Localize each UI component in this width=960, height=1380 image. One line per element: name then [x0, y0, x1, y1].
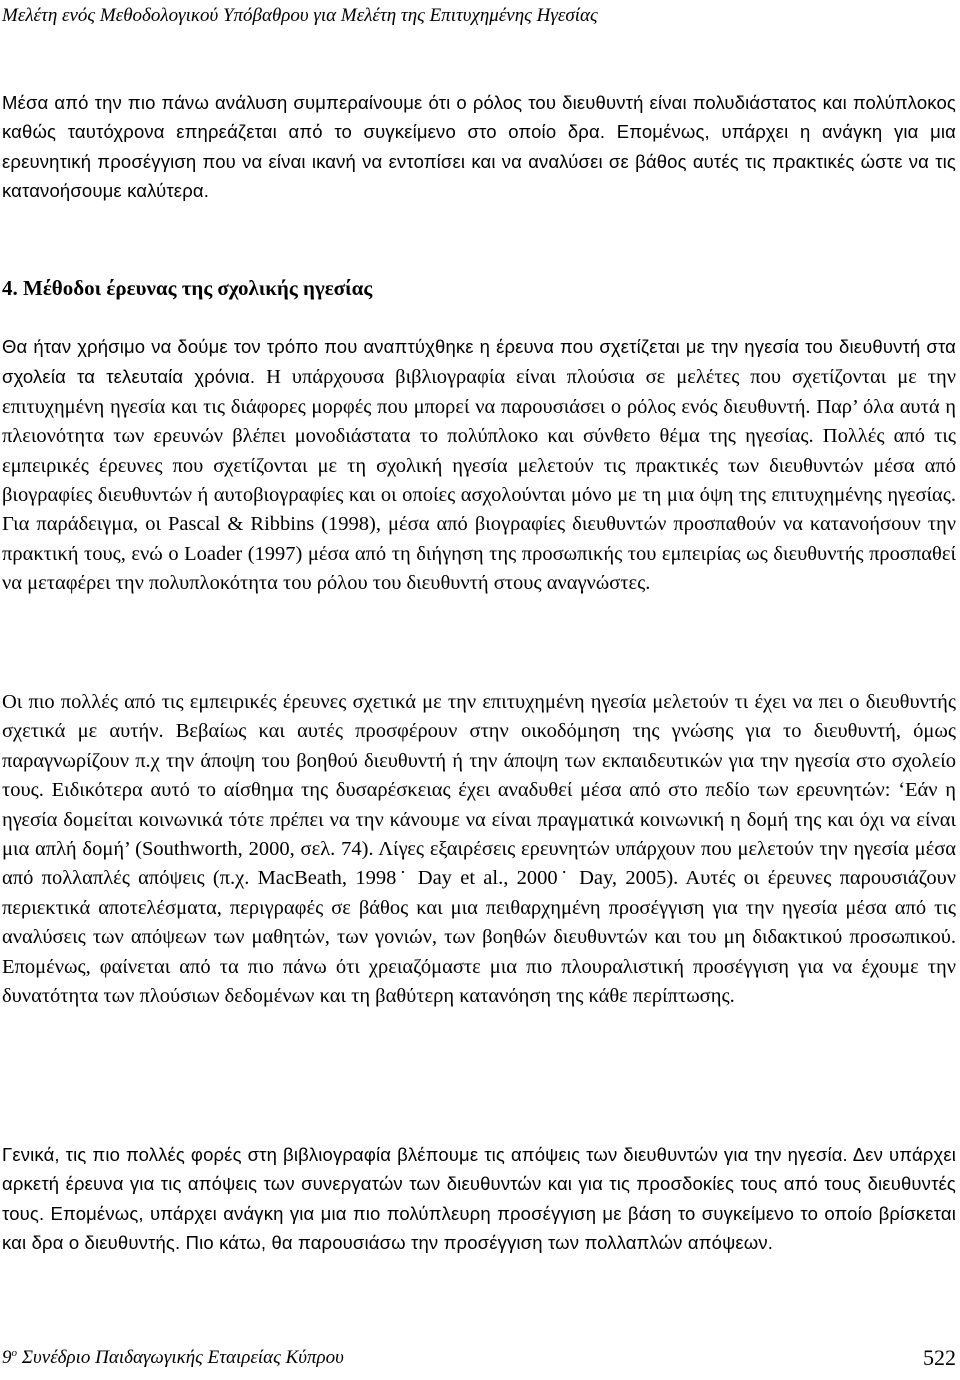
paragraph-general-views: Γενικά, τις πιο πολλές φορές στη βιβλιογραφία βλέπουμε τις απόψεις των διευθυντών για την ηγεσία. Δεν υπάρχει αρκετή έρευνα για τις απόψεις των συνεργατών των διευθυντών και για τις προσδοκίες τους από τους διευθυντές τους. Επομένως, υπάρχει ανάγκη για μια πιο πολύπλευρη προσέγγιση με βάση το συγκείμενο το οποίο βρίσκεται και δρα ο διευθυντής. Πιο κάτω, θα παρουσιάσω την προσέγγιση των πολλαπλών απόψεων. — [2, 1144, 956, 1254]
conference-number: 9 — [2, 1347, 12, 1368]
conference-name: Συνέδριο Παιδαγωγικής Εταιρείας Κύπρου — [17, 1347, 344, 1368]
page-number: 522 — [923, 1345, 956, 1370]
paragraph-empirical-research: Οι πιο πολλές από τις εμπειρικές έρευνες σχετικά με την επιτυχημένη ηγεσία μελετούν τι έχει να πει ο διευθυντής σχετικά με αυτήν. Βεβαίως και αυτές προσφέρουν στην οικοδόμηση της γνώσης για το διευθυντή, όμως παραγνωρίζουν π.χ την άποψη του βοηθού διευθυντή ή την άποψη των εκπαιδευτικών για την ηγεσία στο σχολείο τους. Ειδικότερα αυτό το αίσθημα της δυσαρέσκειας έχει αναδυθεί μέσα από στο πεδίο των ερευνητών: ‘Εάν η ηγεσία δομείται κοινωνικά τότε πρέπει να την κάνουμε να είναι πραγματικά κοινωνική η δομή της και όχι να είναι μια απλή δομή’ (Southworth, 2000, σελ. 74). Λίγες εξαιρέσεις ερευνητών υπάρχουν που μελετούν την ηγεσία μέσα από πολλαπλές απόψεις (π.χ. MacBeath, 1998˙ Day et al., 2000˙ Day, 2005). Αυτές οι έρευνες παρουσιάζουν περιεκτικά αποτελέσματα, περιγραφές σε βάθος και μια πειθαρχημένη προσέγγιση για την ηγεσία μέσα από τις αναλύσεις των απόψεων των μαθητών, των γονιών, των βοηθών διευθυντών και του μη διδακτικού προσωπικού. Επομένως, φαίνεται από τα πιο πάνω ότι χρειαζόμαστε μια πιο πλουραλιστική προσέγγιση για να έχουμε την δυνατότητα των πλούσιων δεδομένων και τη βαθύτερη κατανόηση της κάθε περίπτωσης. — [2, 691, 956, 1008]
section-heading: 4. Μέθοδοι έρευνας της σχολικής ηγεσίας — [2, 276, 373, 300]
paragraph-research-methods-intro: Θα ήταν χρήσιμο να δούμε τον τρόπο που αναπτύχθηκε η έρευνα που σχετίζεται με την ηγεσία του διευθυντή στα σχολεία τα τελευταία χρόνια. — [2, 336, 956, 388]
paragraph-research-methods-body: Η υπάρχουσα βιβλιογραφία είναι πλούσια σε μελέτες που σχετίζονται με την επιτυχημένη ηγεσία και τις διάφορες μορφές που μπορεί να παρουσιάσει ο ρόλος ενός διευθυντή. Παρ’ όλα αυτά η πλειονότητα των ερευνών βλέπει μονοδιάστατα το πολύπλοκο και σύνθετο θέμα της ηγεσίας. Πολλές από τις εμπειρικές έρευνες που σχετίζονται με τη σχολική ηγεσία μελετούν τις πρακτικές των διευθυντών μέσα από βιογραφίες διευθυντών ή αυτοβιογραφίες και οι οποίες ασχολούνται μόνο με τη μια όψη της επιτυχημένης ηγεσίας. Για παράδειγμα, οι Pascal & Ribbins (1998), μέσα από βιογραφίες διευθυντών προσπαθούν να κατανοήσουν την πρακτική τους, ενώ ο Loader (1997) μέσα από τη διήγηση της προσωπικής του εμπειρίας ως διευθυντής προσπαθεί να μεταφέρει την πολυπλοκότητα του ρόλου του διευθυντή στους αναγνώστες. — [2, 366, 956, 595]
page-footer — [2, 1345, 956, 1375]
paragraph-conclusion: Μέσα από την πιο πάνω ανάλυση συμπεραίνουμε ότι ο ρόλος του διευθυντή είναι πολυδιάστατος και πολύπλοκος καθώς ταυτόχρονα επηρεάζεται από το συγκείμενο στο οποίο δρα. Επομένως, υπάρχει η ανάγκη για μια ερευνητική προσέγγιση που να είναι ικανή να εντοπίσει και να αναλύσει σε βάθος αυτές τις πρακτικές ώστε να τις κατανοήσουμε καλύτερα. — [2, 92, 956, 202]
running-header: Μελέτη ενός Μεθοδολογικού Υπόβαθρου για Μελέτη της Επιτυχημένης Ηγεσίας — [2, 5, 598, 26]
paragraph-research-methods — [2, 332, 956, 599]
conference-ordinal: ο — [11, 1347, 17, 1359]
conference-title — [2, 1347, 344, 1369]
